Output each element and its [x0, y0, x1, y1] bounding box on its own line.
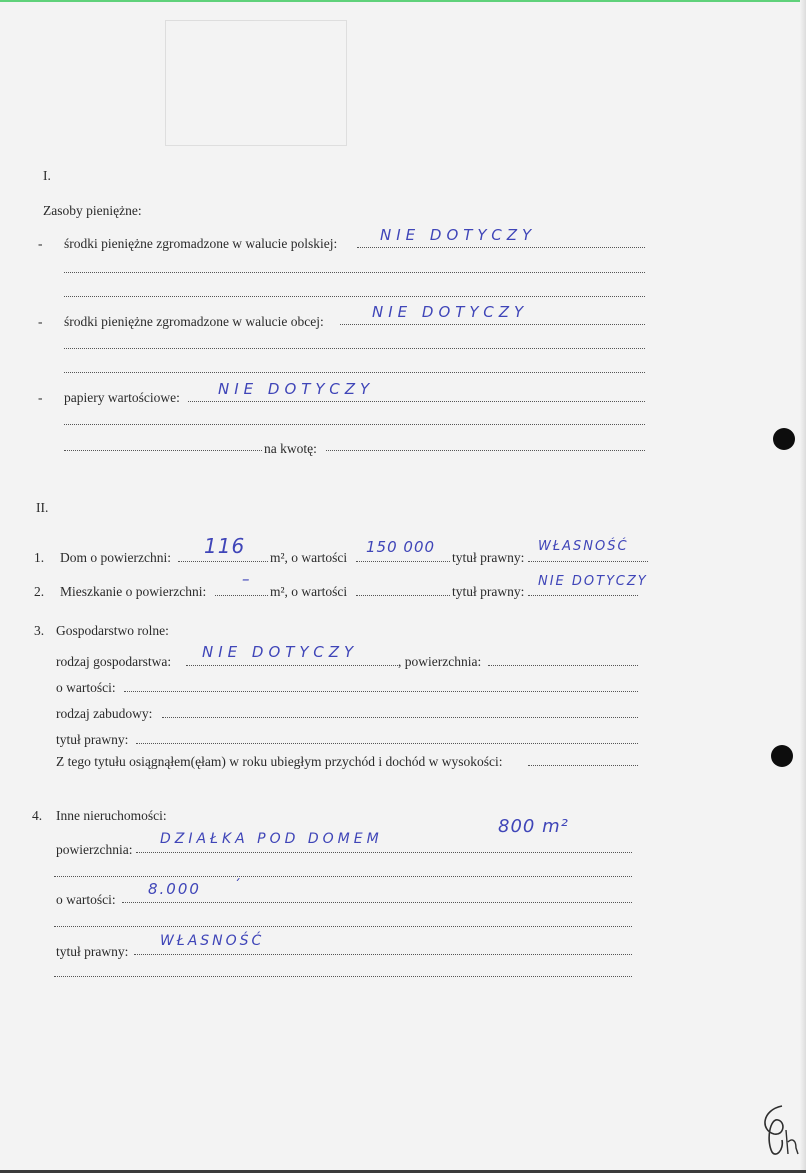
- farm-value-line: [124, 691, 638, 692]
- house-title-label: tytuł prawny:: [452, 550, 525, 565]
- other-value-label: o wartości:: [56, 892, 116, 907]
- house-area-label: Dom o powierzchni:: [60, 550, 171, 565]
- apartment-title-line: [528, 595, 638, 596]
- scan-top-edge: [0, 0, 806, 2]
- other-property-label: Inne nieruchomości:: [56, 808, 167, 823]
- blank-line: [64, 424, 645, 425]
- other-title-handwritten: WŁASNOŚĆ: [160, 933, 265, 949]
- farm-title-label: tytuł prawny:: [56, 732, 129, 747]
- house-area-handwritten: 116: [204, 534, 246, 558]
- blank-line: [64, 372, 645, 373]
- pln-funds-line: [357, 247, 645, 248]
- foreign-funds-label: środki pieniężne zgromadzone w walucie obcej:: [64, 314, 324, 329]
- blank-line: [54, 976, 632, 977]
- other-title-line: [134, 954, 632, 955]
- blank-line: [64, 272, 645, 273]
- bullet: -: [38, 390, 43, 405]
- farm-type-label: rodzaj gospodarstwa:: [56, 654, 172, 669]
- blank-line: [64, 348, 645, 349]
- pln-funds-label: środki pieniężne zgromadzone w walucie polskiej:: [64, 236, 338, 251]
- handwritten-tick: ˊ: [234, 878, 241, 894]
- section-1-subheading: Zasoby pieniężne:: [43, 203, 142, 218]
- farm-income-line: [528, 765, 638, 766]
- other-value-handwritten: 8.000: [148, 880, 201, 898]
- apartment-title-handwritten: NIE DOTYCZY: [538, 574, 648, 589]
- securities-line: [188, 401, 645, 402]
- other-area-label: powierzchnia:: [56, 842, 133, 857]
- other-title-label: tytuł prawny:: [56, 944, 129, 959]
- apartment-area-line: [215, 595, 268, 596]
- farm-value-label: o wartości:: [56, 680, 116, 695]
- punch-hole-icon: [771, 745, 793, 767]
- blank-line: [54, 926, 632, 927]
- item-number: 1.: [34, 550, 45, 565]
- item-number: 4.: [32, 808, 43, 823]
- other-value-line: [122, 902, 632, 903]
- house-value-line: [356, 561, 450, 562]
- apartment-value-line: [356, 595, 450, 596]
- apartment-area-handwritten: –: [242, 570, 250, 588]
- section-2-heading: II.: [36, 500, 49, 515]
- farm-buildings-label: rodzaj zabudowy:: [56, 706, 153, 721]
- blank-line: [54, 876, 632, 877]
- farm-income-label: Z tego tytułu osiągnąłem(ęłam) w roku ubiegłym przychód i dochód w wysokości:: [56, 754, 503, 769]
- house-title-line: [528, 561, 648, 562]
- bullet: -: [38, 314, 43, 329]
- pln-funds-handwritten: NIE DOTYCZY: [380, 226, 537, 244]
- apartment-area-label: Mieszkanie o powierzchni:: [60, 584, 207, 599]
- other-area-size-handwritten: 800 m²: [498, 816, 569, 837]
- item-number: 3.: [34, 623, 45, 638]
- house-title-handwritten: WŁASNOŚĆ: [538, 539, 629, 554]
- securities-label: papiery wartościowe:: [64, 390, 180, 405]
- scan-right-edge: [800, 0, 806, 1173]
- house-value-handwritten: 150 000: [366, 538, 436, 556]
- bullet: -: [38, 236, 43, 251]
- other-area-line: [136, 852, 632, 853]
- farm-buildings-line: [162, 717, 638, 718]
- foreign-funds-handwritten: NIE DOTYCZY: [372, 303, 529, 321]
- farm-area-label: , powierzchnia:: [398, 654, 482, 669]
- apartment-unit-label: m², o wartości: [270, 584, 348, 599]
- faded-stamp: [165, 20, 347, 146]
- blank-line: [64, 296, 645, 297]
- house-area-line: [178, 561, 268, 562]
- farm-type-line: [186, 665, 398, 666]
- other-area-handwritten: DZIAŁKA POD DOMEM: [160, 831, 383, 847]
- house-unit-label: m², o wartości: [270, 550, 348, 565]
- securities-handwritten: NIE DOTYCZY: [218, 380, 375, 398]
- farm-area-line: [488, 665, 638, 666]
- amount-prefix-line: [64, 450, 262, 451]
- punch-hole-icon: [773, 428, 795, 450]
- amount-line: [326, 450, 645, 451]
- handwritten-initials-signature: [752, 1100, 802, 1160]
- farm-type-handwritten: NIE DOTYCZY: [202, 643, 359, 661]
- farm-title-line: [136, 743, 638, 744]
- farm-label: Gospodarstwo rolne:: [56, 623, 169, 638]
- apartment-title-label: tytuł prawny:: [452, 584, 525, 599]
- amount-label: na kwotę:: [264, 441, 317, 456]
- item-number: 2.: [34, 584, 45, 599]
- section-1-heading: I.: [43, 168, 51, 183]
- foreign-funds-line: [340, 324, 645, 325]
